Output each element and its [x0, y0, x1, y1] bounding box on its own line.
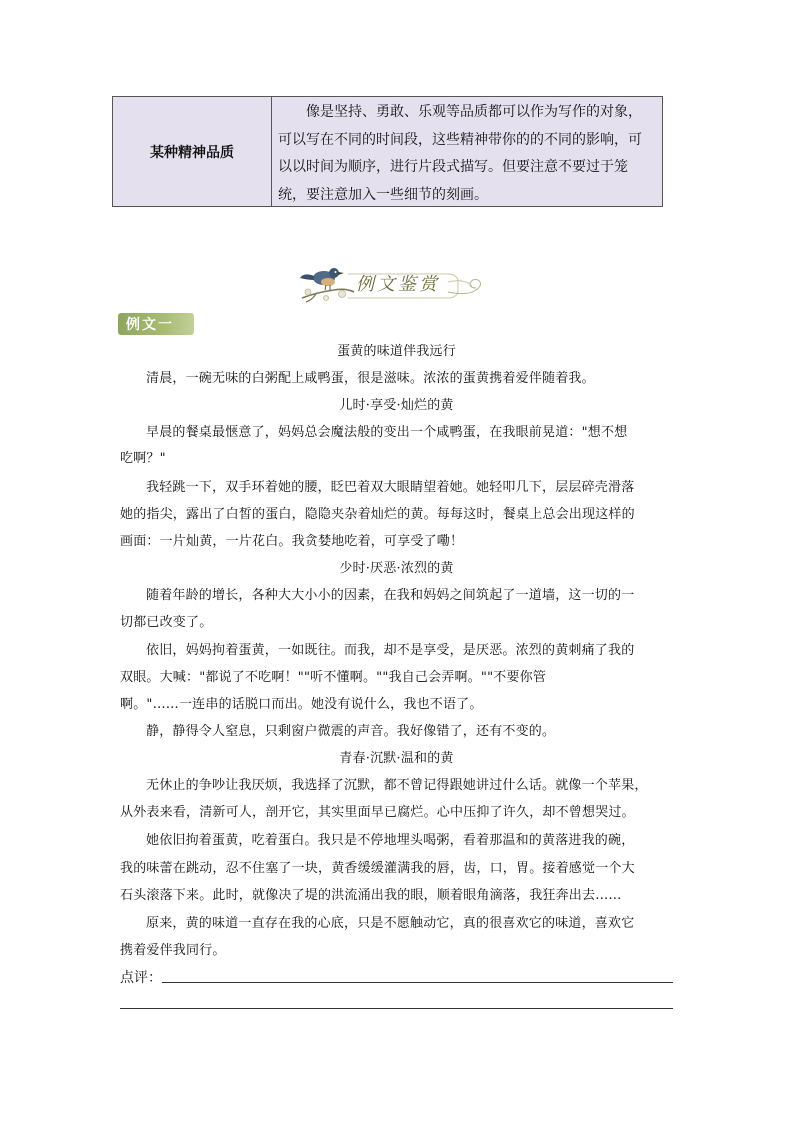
comment-line[interactable] [120, 1008, 673, 1009]
article-line: 依旧，妈妈拘着蛋黄，一如既往。而我，却不是享受，是厌恶。浓烈的黄刺痛了我的 [146, 643, 635, 658]
article-subheading: 少时·厌恶·浓烈的黄 [339, 561, 454, 576]
example-tag [118, 313, 194, 335]
section-banner [298, 262, 494, 304]
article-line: 画面：一片灿黄，一片花白。我贪婪地吃着，可享受了嘞！ [120, 534, 464, 549]
comment-line[interactable] [162, 982, 673, 983]
article-line: 啊。"……一连串的话脱口而出。她没有说什么，我也不语了。 [120, 697, 483, 712]
table-text-line: 像是坚持、勇敢、乐观等品质都可以作为写作的对象， [306, 104, 642, 120]
article-line: 她的指尖，露出了白皙的蛋白，隐隐夹杂着灿烂的黄。每每这时，餐桌上总会出现这样的 [120, 507, 635, 522]
article-line: 她依旧拘着蛋黄，吃着蛋白。我只是不停地埋头喝粥，看着那温和的黄落进我的碗， [146, 833, 635, 848]
article-line: 双眼。大喊："都说了不吃啊！""听不懂啊。""我自己会弄啊。""不要你管 [120, 670, 547, 685]
article-line: 我轻跳一下，双手环着她的腰，眨巴着双大眼睛望着她。她轻叩几下，层层碎壳滑落 [146, 480, 635, 495]
table-text-line: 统，要注意加入一些细节的刻画。 [278, 186, 488, 203]
article-subheading: 儿时·享受·灿烂的黄 [339, 398, 454, 413]
comment-label: 点评： [120, 970, 162, 986]
article-line: 原来，黄的味道一直存在我的心底，只是不愿触动它，真的很喜欢它的味道，喜欢它 [146, 916, 635, 931]
article-line: 随着年龄的增长，各种大大小小的因素，在我和妈妈之间筑起了一道墙，这一切的一 [146, 588, 635, 603]
article-title: 蛋黄的味道伴我远行 [337, 344, 456, 359]
table-left-label: 某种精神品质 [150, 144, 234, 161]
topic-table [112, 96, 663, 207]
article-line: 静，静得令人窒息，只剩窗户微震的声音。我好像错了，还有不变的。 [146, 724, 556, 739]
article-line: 无休止的争吵让我厌烦，我选择了沉默，都不曾记得跟她讲过什么话。就像一个苹果， [146, 778, 648, 793]
table-text-line: 以以时间为顺序，进行片段式描写。但要注意不要过于笼 [278, 159, 628, 175]
article-line: 清晨，一碗无味的白粥配上咸鸭蛋，很是滋味。浓浓的蛋黄携着爱伴随着我。 [146, 371, 595, 386]
article-line: 我的味蕾在跳动，忍不住塞了一块，黄香缓缓灌满我的唇，齿，口，胃。接着感觉一个大 [120, 861, 635, 876]
article-line: 早晨的餐桌最惬意了，妈妈总会魔法般的变出一个咸鸭蛋，在我眼前晃道："想不想 [146, 425, 628, 440]
table-right-cell [272, 97, 662, 206]
article-subheading: 青春·沉默·温和的黄 [339, 751, 454, 766]
article-line: 吃啊？" [120, 451, 166, 466]
article-line: 携着爱伴我同行。 [120, 943, 226, 958]
banner-title: 例文鉴赏 [356, 274, 440, 295]
article-line: 切都已改变了。 [120, 615, 213, 630]
table-left-cell [113, 97, 272, 206]
article-line: 从外表来看，清新可人，剖开它，其实里面早已腐烂。心中压抑了许久，却不曾想哭过。 [120, 805, 635, 820]
table-text-line: 可以写在不同的时间段，这些精神带你的的不同的影响，可 [278, 131, 642, 148]
example-tag-label: 例文一 [126, 317, 174, 333]
article-line: 石头滚落下来。此时，就像决了堤的洪流涌出我的眼，顺着眼角滴落，我狂奔出去…… [120, 888, 622, 903]
